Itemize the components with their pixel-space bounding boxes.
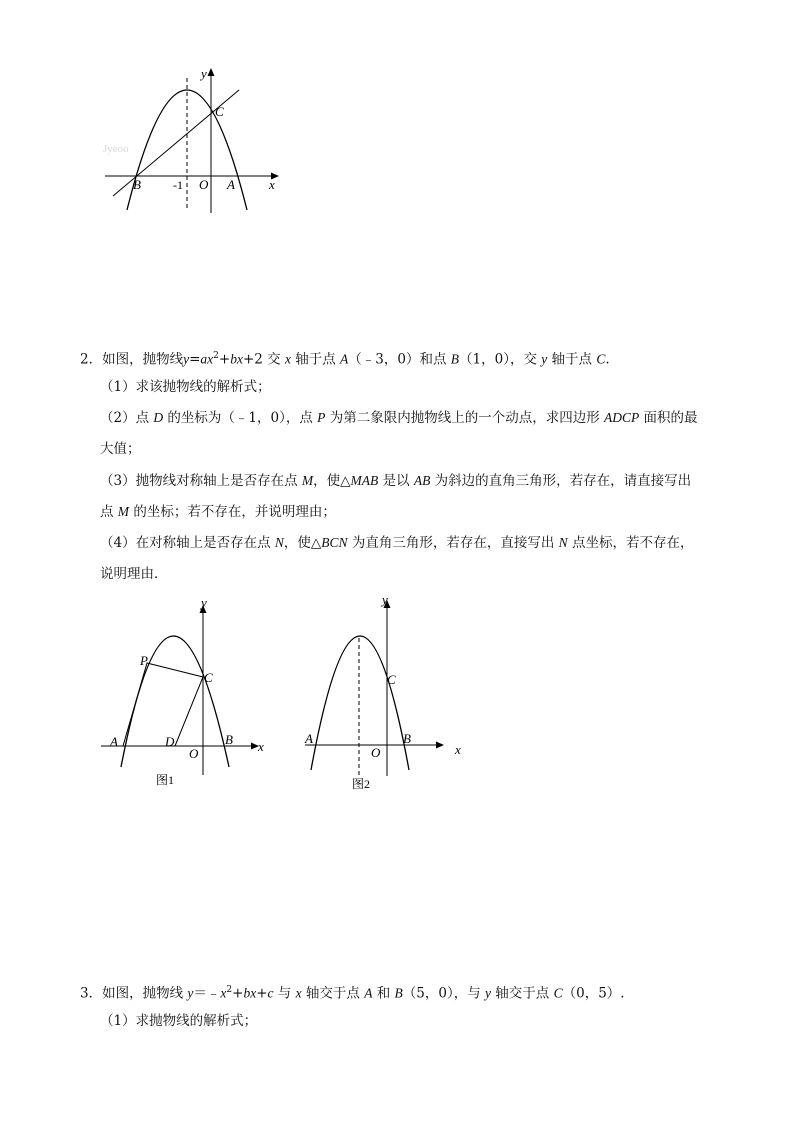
problem2-number: 2． [80, 351, 103, 368]
label-neg1: -1 [173, 178, 183, 192]
watermark: Jyeoo [103, 143, 129, 155]
problem3-number: 3． [80, 985, 103, 1002]
fig1-label-c: C [204, 670, 213, 685]
problem2-q2-cont: 大值； [100, 441, 141, 457]
label-o: O [199, 177, 209, 192]
top-figure [95, 60, 295, 220]
problem2-q2: （2）点 D 的坐标为（﹣1，0），点 P 为第二象限内抛物线上的一个动点，求四边形 ADCP 面积的最 [100, 410, 698, 426]
figure-2 [295, 590, 475, 800]
fig2-label-y: y [382, 592, 388, 607]
fig1-label-y: y [201, 595, 207, 610]
problem2-stem: 2．如图，抛物线$y=ax^2+bx+2$ 交 x 轴于点 A（﹣3，0）和点 B（1，0），交 y 轴于点 C. [80, 351, 610, 368]
problem2-q4: （4）在对称轴上是否存在点 N，使△BCN 为直角三角形，若存在，直接写出 N 点坐标，若不存在， [100, 535, 694, 551]
fig2-label-b: B [403, 731, 411, 746]
fig2-label-c: C [387, 672, 396, 687]
fig1-label-p: P [140, 653, 148, 668]
fig1-parabola [121, 636, 229, 767]
label-x: x [269, 177, 275, 192]
fig1-label-x: x [258, 739, 264, 754]
fig2-caption: 图2 [352, 777, 371, 791]
fig1-quad-adcp [123, 663, 203, 746]
figure-1 [95, 595, 280, 795]
fig1-label-a: A [110, 734, 118, 749]
y-axis-arrow [208, 68, 215, 76]
fig2-parabola [311, 636, 409, 770]
label-a: A [227, 177, 235, 192]
label-y: y [201, 66, 207, 81]
problem2-q1: （1）求该抛物线的解析式； [100, 379, 271, 395]
fig1-label-b: B [225, 732, 233, 747]
fig2-label-a: A [305, 731, 313, 746]
fig1-label-d: D [165, 734, 175, 749]
problem2-q4-cont: 说明理由． [100, 566, 168, 582]
problem2-q3-cont: 点 M 的坐标；若不存在，并说明理由； [100, 504, 336, 520]
label-b: B [133, 177, 141, 192]
fig1-label-o: O [189, 746, 199, 761]
label-c: C [215, 104, 224, 119]
problem2-q3: （3）抛物线对称轴上是否存在点 M，使△MAB 是以 AB 为斜边的直角三角形，若存在，请直接写出 [100, 473, 692, 489]
problem3-stem: 3．如图，抛物线 $y=﹣x^2+bx+c$ 与 x 轴交于点 A 和 B（5，0），与 y 轴交于点 C（0，5）. [80, 985, 625, 1002]
fig2-label-x: x [455, 742, 461, 757]
problem3-q1: （1）求抛物线的解析式； [100, 1013, 258, 1029]
fig2-label-o: O [371, 745, 381, 760]
fig1-caption: 图1 [156, 773, 175, 787]
fig2-x-arrow [436, 742, 444, 749]
